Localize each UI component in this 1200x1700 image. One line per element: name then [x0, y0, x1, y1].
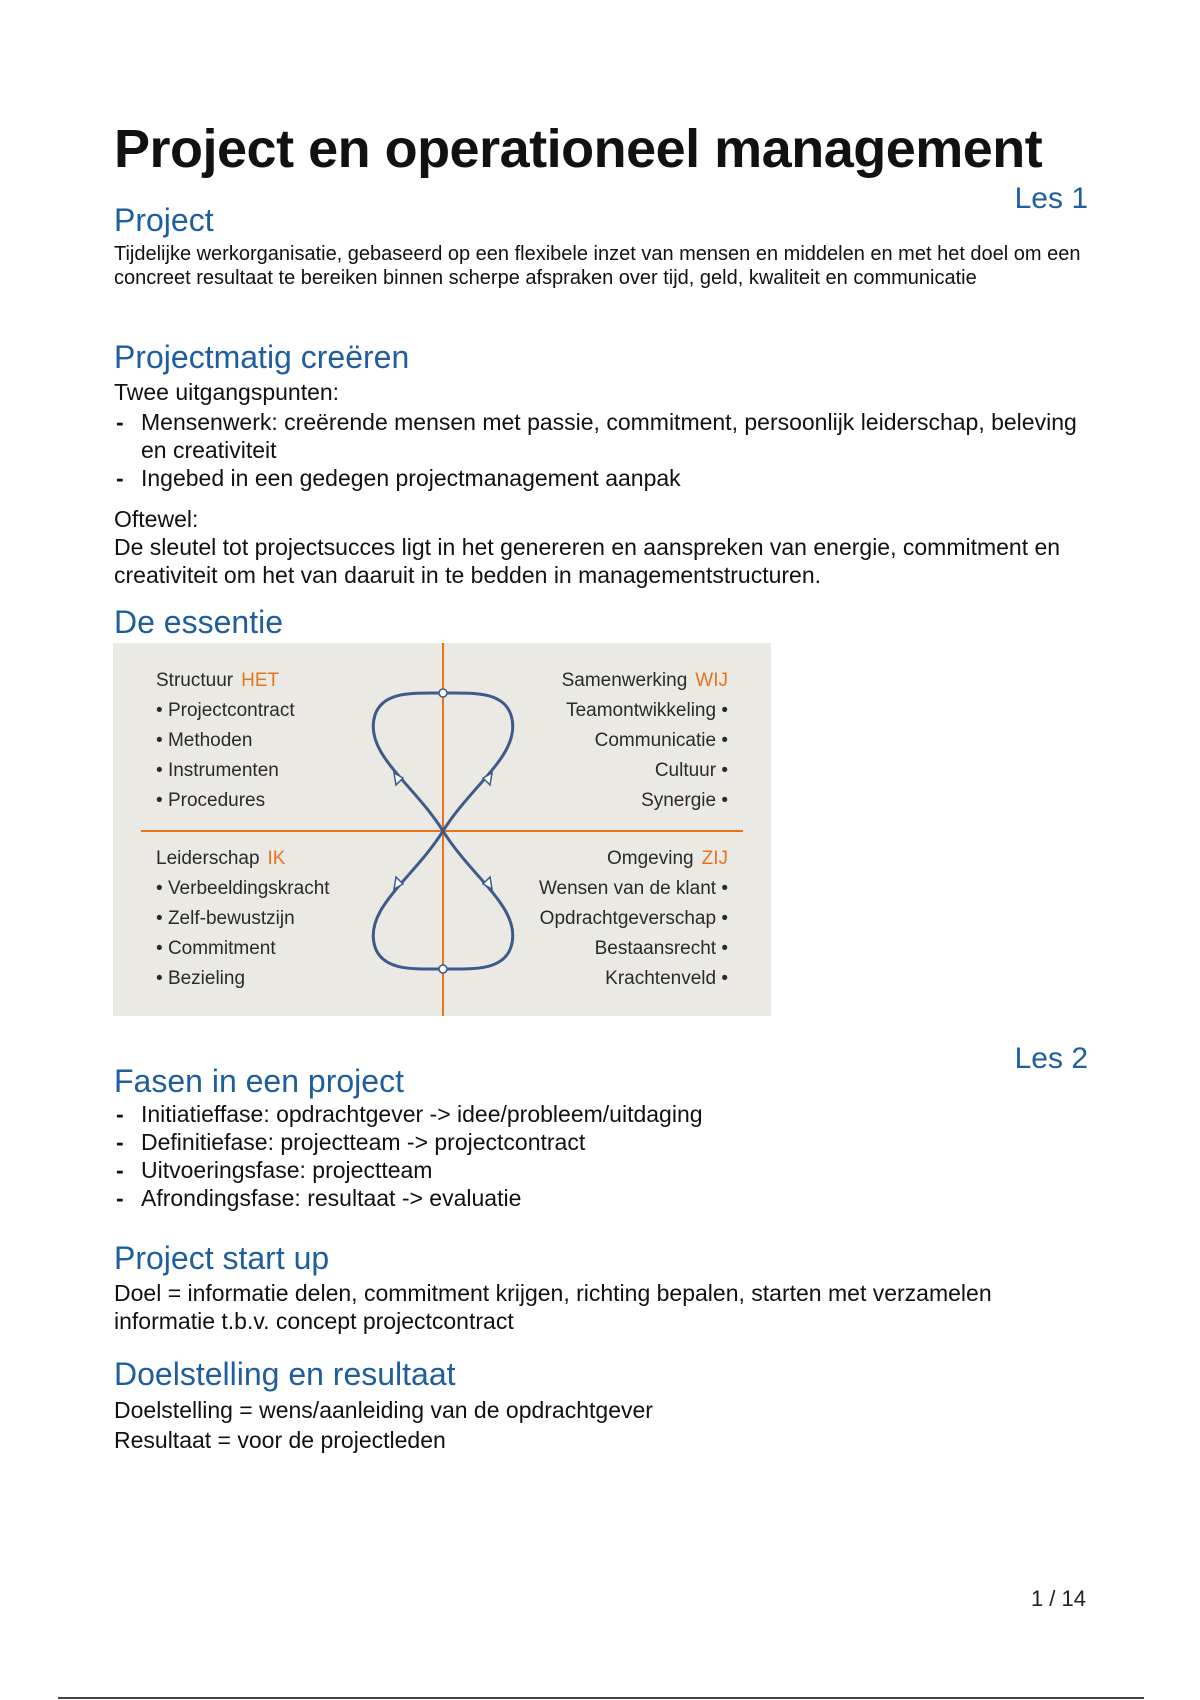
footer-divider	[58, 1697, 1144, 1699]
quadrant-item: Opdrachtgeverschap	[539, 908, 717, 929]
loop-node-bottom	[439, 965, 447, 973]
heading-startup: Project start up	[114, 1240, 330, 1276]
project-definition: Tijdelijke werkorganisatie, gebaseerd op een flexibele inzet van mensen en middelen en met het doel om een concreet resultaat te bereiken binnen scherpe afspraken over tijd, geld, kwaliteit en communicatie	[114, 243, 1081, 289]
quadrant-title: Omgeving	[607, 848, 694, 869]
list-item: - Afrondingsfase: resultaat -> evaluatie	[114, 1184, 1094, 1212]
fasen-list	[114, 1100, 1094, 1212]
quadrant-tag: HET	[241, 670, 280, 691]
quadrant-title: Samenwerking	[561, 670, 688, 691]
quadrant-wij: Samenwerking WIJ Teamontwikkeling • Communicatie • Cultuur • Synergie •	[561, 670, 728, 811]
quadrant-item: Cultuur	[654, 760, 717, 781]
quadrant-item: Verbeeldingskracht	[167, 878, 330, 899]
quadrant-item: Commitment	[167, 938, 276, 959]
lesson-label-2: Les 2	[1014, 1042, 1088, 1075]
quadrant-item: Bezieling	[167, 968, 246, 989]
quadrant-tag: IK	[267, 848, 286, 869]
startup-text: Doel = informatie delen, commitment krijgen, richting bepalen, starten met verzamelen informatie t.b.v. concept projectcontract	[114, 1280, 992, 1334]
quadrant-het: Structuur HET • Projectcontract • Methoden • Instrumenten • Procedures	[156, 670, 295, 811]
list-item: - Definitiefase: projectteam -> projectcontract	[114, 1128, 1094, 1156]
quadrant-item: Procedures	[167, 790, 266, 811]
doelstelling-line: Doelstelling = wens/aanleiding van de opdrachtgever	[114, 1397, 653, 1423]
heading-projectmatig: Projectmatig creëren	[114, 339, 410, 375]
page-number: 1 / 14	[1030, 1586, 1086, 1611]
list-item: - Mensenwerk: creërende mensen met passie, commitment, persoonlijk leiderschap, beleving en creativiteit	[114, 408, 1094, 464]
arrow-icon	[394, 773, 403, 785]
heading-project: Project	[114, 202, 214, 238]
essentie-diagram	[113, 643, 771, 1016]
projectmatig-intro: Twee uitgangspunten:	[114, 379, 340, 405]
quadrant-item: Instrumenten	[167, 760, 279, 781]
quadrant-item: Krachtenveld	[605, 968, 717, 989]
quadrant-tag: WIJ	[695, 670, 728, 691]
quadrant-title: Leiderschap	[156, 848, 260, 869]
quadrant-item: Methoden	[167, 730, 253, 751]
quadrant-item: Synergie	[641, 790, 717, 811]
heading-essentie: De essentie	[114, 604, 283, 640]
list-item: - Ingebed in een gedegen projectmanagement aanpak	[114, 464, 1094, 492]
quadrant-item: Communicatie	[594, 730, 717, 751]
quadrant-item: Wensen van de klant	[538, 878, 717, 899]
heading-fasen: Fasen in een project	[114, 1063, 404, 1099]
arrow-icon	[483, 877, 492, 889]
quadrant-zij: Omgeving ZIJ Wensen van de klant • Opdrachtgeverschap • Bestaansrecht • Krachtenveld •	[538, 848, 728, 989]
projectmatig-list	[114, 408, 1094, 492]
oftewel-label: Oftewel:	[114, 506, 199, 532]
arrow-icon	[394, 877, 403, 889]
quadrant-tag: ZIJ	[701, 848, 728, 869]
quadrant-item: Zelf-bewustzijn	[167, 908, 295, 929]
quadrant-item: Teamontwikkeling	[566, 700, 717, 721]
lesson-label-1: Les 1	[1014, 182, 1088, 215]
arrow-icon	[483, 773, 492, 785]
heading-doelstelling: Doelstelling en resultaat	[114, 1356, 456, 1392]
resultaat-line: Resultaat = voor de projectleden	[114, 1427, 446, 1453]
loop-node-top	[439, 689, 447, 697]
projectmatig-conclusion: De sleutel tot projectsucces ligt in het genereren en aanspreken van energie, commitment en creativiteit om het van daaruit in te bedden in managementstructuren.	[114, 534, 1061, 588]
quadrant-item: Bestaansrecht	[594, 938, 717, 959]
list-item: - Initiatieffase: opdrachtgever -> idee/probleem/uitdaging	[114, 1100, 1094, 1128]
document-title: Project en operationeel management	[114, 119, 1043, 179]
quadrant-title: Structuur	[156, 670, 234, 691]
list-item: - Uitvoeringsfase: projectteam	[114, 1156, 1094, 1184]
quadrant-item: Projectcontract	[167, 700, 295, 721]
quadrant-ik: Leiderschap IK • Verbeeldingskracht • Zelf-bewustzijn • Commitment • Bezieling	[156, 848, 330, 989]
